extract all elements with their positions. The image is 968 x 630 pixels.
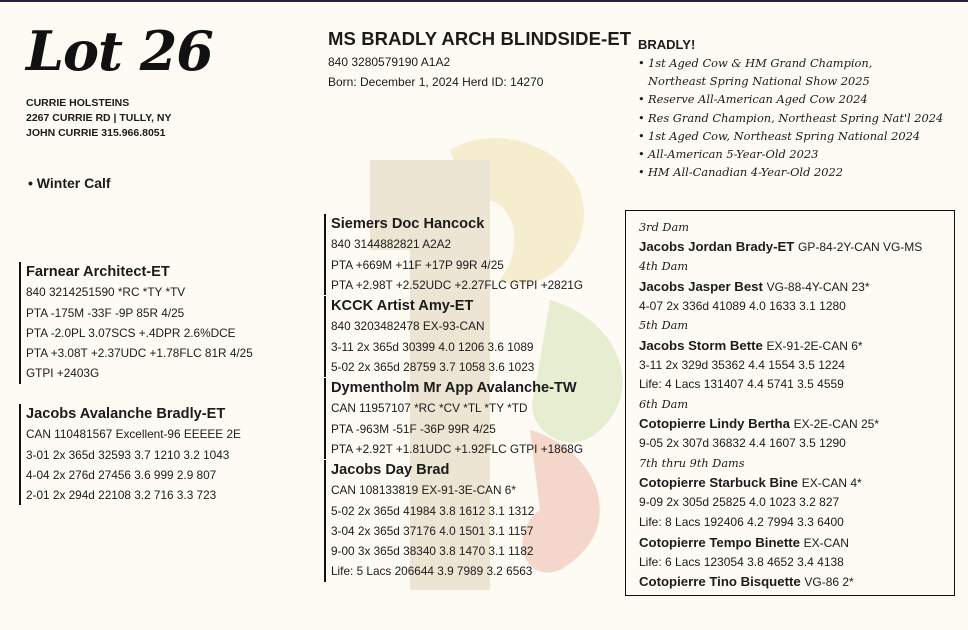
dam-left-block [19, 404, 241, 505]
sire-line: 840 3144882821 A2A2 [331, 237, 452, 252]
animal-name: MS BRADLY ARCH BLINDSIDE-ET [328, 28, 632, 49]
honor-item-continuation: Northeast Spring National Show 2025 [648, 74, 870, 89]
sire-left-line: PTA -2.0PL 3.07SCS +.4DPR 2.6%DCE [26, 325, 236, 340]
dam-left-line: CAN 110481567 Excellent-96 EEEEE 2E [26, 427, 241, 442]
sire-left-line: PTA -175M -33F -9P 85R 4/25 [26, 305, 185, 320]
sire-dam-line: 3-11 2x 365d 30399 4.0 1206 3.6 1089 [331, 339, 534, 354]
sire-left-block [19, 262, 253, 384]
honor-item: • HM All-Canadian 4-Year-Old 2022 [638, 163, 943, 181]
dam-name: Cotopierre Lindy Bertha EX-2E-CAN 25* [639, 416, 879, 432]
dam-record: Life: 4 Lacs 131407 4.4 5741 3.5 4559 [639, 377, 844, 392]
honors-title: BRADLY! [638, 37, 696, 52]
honor-item: • 1st Aged Cow & HM Grand Champion, [638, 54, 943, 72]
dam-name: Cotopierre Tino Bisquette VG-86 2* [639, 574, 854, 590]
dam-dam-line: 3-04 2x 365d 37176 4.0 1501 3.1 1157 [331, 523, 534, 538]
dam-record: 3-11 2x 329d 35362 4.4 1554 3.5 1224 [639, 357, 845, 372]
dam-left-line: 4-04 2x 276d 27456 3.6 999 2.9 807 [26, 467, 217, 482]
bullet-icon: • [638, 92, 645, 107]
honor-item: • Reserve All-American Aged Cow 2024 [638, 90, 943, 108]
sire-dam-block [324, 296, 534, 377]
honors-list [638, 37, 943, 181]
honor-item: • Res Grand Champion, Northeast Spring Nat'l 2024 [638, 109, 943, 127]
honor-item: • All-American 5-Year-Old 2023 [638, 145, 943, 163]
honor-item: • 1st Aged Cow, Northeast Spring National 2024 [638, 127, 943, 145]
sire-left-line: GTPI +2403G [26, 366, 100, 381]
sire-name: Siemers Doc Hancock [331, 216, 485, 232]
dam-record: 9-09 2x 305d 25825 4.0 1023 3.2 827 [639, 495, 840, 510]
dam-left-line: 3-01 2x 365d 32593 3.7 1210 3.2 1043 [26, 447, 230, 462]
dam-dam-name: Jacobs Day Brad [331, 462, 450, 478]
bullet-icon: • [638, 56, 645, 70]
sire-left-name: Farnear Architect-ET [26, 264, 170, 280]
dam-dam-line: 5-02 2x 365d 41984 3.8 1612 3.1 1312 [331, 503, 535, 518]
born-line: Born: December 1, 2024 Herd ID: 14270 [328, 75, 544, 89]
dam-name: Jacobs Jordan Brady-ET GP-84-2Y-CAN VG-MS [639, 239, 923, 255]
bullet-icon: • [638, 128, 645, 143]
dam-record: Life: 6 Lacs 123054 3.8 4652 3.4 4138 [639, 554, 844, 569]
sire-dam-line: 5-02 2x 365d 28759 3.7 1058 3.6 1023 [331, 359, 535, 374]
sire-block [324, 214, 583, 295]
dam-generation-label: 3rd Dam [639, 221, 689, 234]
lot-number: Lot 26 [26, 19, 213, 83]
sire-line: PTA +2.98T +2.52UDC +2.27FLC GTPI +2821G [331, 277, 584, 292]
registration-line: 840 3280579190 A1A2 [328, 55, 451, 69]
dam-sire-line: PTA +2.92T +1.81UDC +1.92FLC GTPI +1868G [331, 441, 584, 456]
bullet-icon: • [638, 110, 645, 125]
category-label: • Winter Calf [28, 175, 111, 191]
breeder-contact: JOHN CURRIE 315.966.8051 [26, 127, 166, 139]
dam-record: 4-07 2x 336d 41089 4.0 1633 3.1 1280 [639, 298, 846, 313]
maternal-line-box [625, 210, 955, 596]
sire-left-line: PTA +3.08T +2.37UDC +1.78FLC 81R 4/25 [26, 346, 253, 361]
dam-classification: EX-2E-CAN 25* [793, 417, 879, 432]
breeder-name: CURRIE HOLSTEINS [26, 97, 130, 109]
dam-dam-block [324, 460, 534, 582]
dam-record: Life: 8 Lacs 192406 4.2 7994 3.3 6400 [639, 515, 844, 529]
dam-classification: VG-86 2* [804, 575, 854, 590]
breeder-info [26, 96, 172, 141]
sire-dam-line: 840 3203482478 EX-93-CAN [331, 319, 485, 334]
dam-generation-label: 5th Dam [639, 319, 689, 333]
bullet-icon: • [638, 165, 645, 180]
bullet-icon: • [638, 147, 645, 162]
dam-sire-line: PTA -963M -51F -36P 99R 4/25 [331, 421, 496, 436]
dam-name: Cotopierre Tempo Binette EX-CAN [639, 534, 849, 550]
animal-registration [328, 52, 543, 92]
dam-name: Jacobs Jasper Best VG-88-4Y-CAN 23* [639, 278, 870, 294]
dam-generation-label: 7th thru 9th Dams [639, 457, 745, 470]
dam-left-line: 2-01 2x 294d 22108 3.2 716 3.3 723 [26, 488, 217, 503]
dam-classification: EX-91-2E-CAN 6* [766, 338, 863, 353]
dam-sire-block [324, 378, 583, 459]
top-rule [0, 0, 968, 2]
sire-left-line: 840 3214251590 *RC *TY *TV [26, 285, 186, 300]
dam-name: Jacobs Storm Bette EX-91-2E-CAN 6* [639, 337, 863, 353]
dam-record: 9-05 2x 307d 36832 4.4 1607 3.5 1290 [639, 436, 846, 451]
sire-line: PTA +669M +11F +17P 99R 4/25 [331, 257, 504, 272]
dam-sire-name: Dymentholm Mr App Avalanche-TW [331, 380, 577, 396]
dam-left-name: Jacobs Avalanche Bradly-ET [26, 406, 226, 422]
dam-classification: EX-CAN [803, 535, 849, 550]
dam-name: Cotopierre Starbuck Bine EX-CAN 4* [639, 475, 862, 491]
sire-dam-name: KCCK Artist Amy-ET [331, 298, 474, 314]
dam-dam-line: Life: 5 Lacs 206644 3.9 7989 3.2 6563 [331, 564, 533, 579]
breeder-address: 2267 CURRIE RD | TULLY, NY [26, 112, 172, 124]
dam-dam-line: CAN 108133819 EX-91-3E-CAN 6* [331, 483, 516, 498]
dam-sire-line: CAN 11957107 *RC *CV *TL *TY *TD [331, 401, 528, 416]
dam-classification: EX-CAN 4* [801, 476, 862, 491]
dam-classification: GP-84-2Y-CAN VG-MS [798, 240, 923, 255]
dam-dam-line: 9-00 3x 365d 38340 3.8 1470 3.1 1182 [331, 544, 534, 559]
dam-generation-label: 4th Dam [639, 260, 689, 274]
dam-generation-label: 6th Dam [639, 398, 689, 411]
dam-classification: VG-88-4Y-CAN 23* [766, 279, 870, 294]
